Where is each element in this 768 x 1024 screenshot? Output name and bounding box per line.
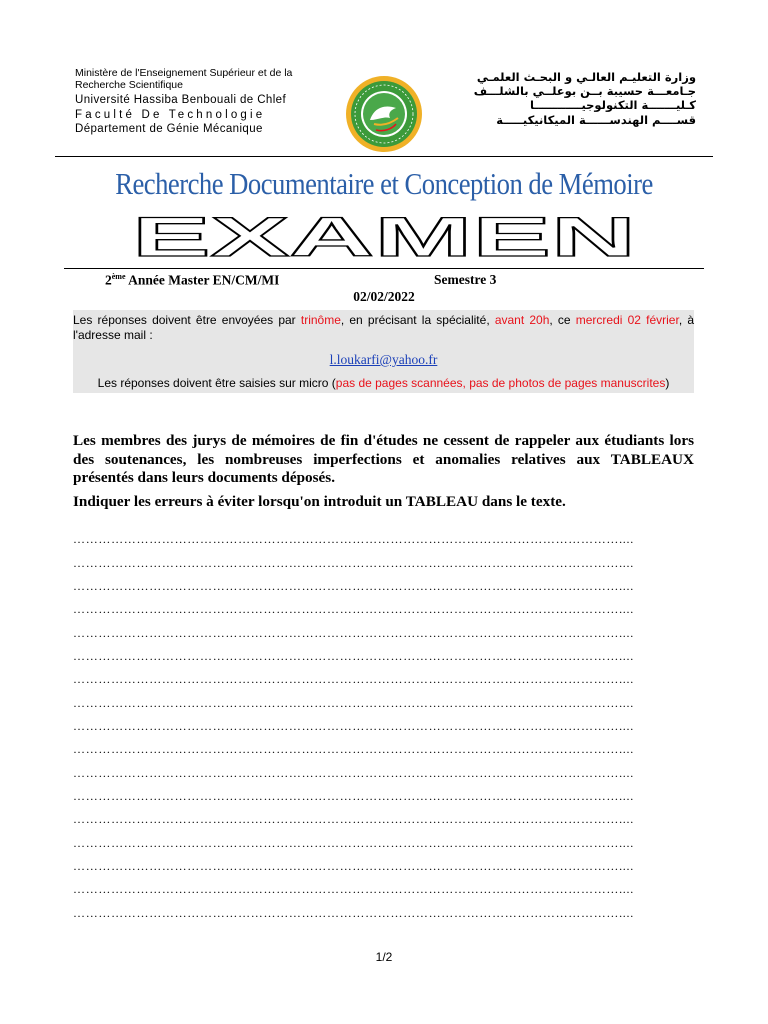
email-link[interactable]: l.loukarfi@yahoo.fr: [329, 352, 438, 367]
university-logo: [344, 74, 424, 154]
arabic-ministry: وزارة التعليـم العالـي و البحـث العلمـي: [476, 70, 696, 84]
exam-date: 02/02/2022: [353, 289, 415, 304]
department-name: Département de Génie Mécanique: [75, 123, 263, 135]
text-run: Les réponses doivent être saisies sur micro (: [97, 376, 336, 390]
answer-line-dots: …………………………………………………………………………………………………………………....: [73, 858, 634, 873]
answer-line: [73, 715, 694, 738]
answer-line: [73, 551, 694, 574]
answer-line: [73, 738, 694, 761]
answer-line-dots: …………………………………………………………………………………………………………………....: [73, 718, 634, 733]
format-note: [73, 376, 694, 391]
examen-banner: [128, 216, 640, 260]
instructions-paragraph: [73, 313, 694, 343]
question-prompt: Indiquer les erreurs à éviter lorsqu'on introduit un TABLEAU dans le texte.: [73, 492, 566, 510]
university-name: Université Hassiba Benbouali de Chlef: [75, 94, 287, 106]
ministry-line-2: Recherche Scientifique: [75, 79, 183, 91]
answer-line-dots: …………………………………………………………………………………………………………………....: [73, 742, 634, 757]
section-divider: [64, 268, 704, 269]
answer-line-dots: …………………………………………………………………………………………………………………....: [73, 625, 634, 640]
text-run: , en précisant la spécialité,: [340, 313, 495, 327]
answer-line: [73, 808, 694, 831]
answer-line: [73, 878, 694, 901]
text-run: ): [665, 376, 670, 390]
document-title: Recherche Documentaire et Conception de Mémoire: [115, 166, 653, 201]
answer-line-dots: …………………………………………………………………………………………………………………....: [73, 648, 634, 663]
year-program: Année Master EN/CM/MI: [125, 272, 280, 288]
highlight-date: mercredi 02 février: [575, 313, 679, 327]
answer-line-dots: …………………………………………………………………………………………………………………....: [73, 695, 634, 710]
answer-line-dots: …………………………………………………………………………………………………………………....: [73, 812, 634, 827]
ministry-line-1: Ministère de l'Enseignement Supérieur et de la: [75, 67, 293, 79]
arabic-department: قســــم الهندســــــة الميكانيكيـــــة: [496, 112, 696, 127]
answer-line-dots: …………………………………………………………………………………………………………………....: [73, 905, 634, 920]
answer-lines: [73, 528, 694, 925]
highlight-deadline: avant 20h: [494, 313, 550, 327]
text-run: Les réponses doivent être envoyées par: [73, 313, 301, 327]
examen-banner-text: EXAMEN: [132, 216, 636, 260]
answer-line-dots: …………………………………………………………………………………………………………………....: [73, 882, 634, 897]
text-run: , à l'adresse mail :: [73, 313, 694, 342]
arabic-university: جـامعـــة حسيبة بــن بوعلــي بالشلـــف: [473, 84, 696, 99]
header-right-arabic: [456, 70, 696, 127]
question-context: Les membres des jurys de mémoires de fin d'études ne cessent de rappeler aux étudiants lors des soutenances, les nombreuses imperfections et anomalies relatives aux TABLEAUX présentés dans leurs documents déposés.: [73, 432, 694, 486]
answer-line: [73, 831, 694, 854]
text-run: , ce: [549, 313, 576, 327]
answer-line: [73, 901, 694, 924]
answer-line: [73, 785, 694, 808]
answer-line-dots: …………………………………………………………………………………………………………………....: [73, 672, 634, 687]
answer-line: [73, 528, 694, 551]
semester: Semestre 3: [434, 272, 497, 287]
year-suffix: ème: [111, 272, 126, 281]
answer-line-dots: …………………………………………………………………………………………………………………....: [73, 532, 634, 547]
header-left: [75, 68, 345, 137]
answer-line: [73, 855, 694, 878]
page-number: 1/2: [375, 950, 393, 964]
answer-line-dots: …………………………………………………………………………………………………………………....: [73, 788, 634, 803]
answer-line: [73, 575, 694, 598]
answer-line: [73, 598, 694, 621]
question-block: [73, 432, 694, 511]
answer-line: [73, 621, 694, 644]
answer-line-dots: …………………………………………………………………………………………………………………....: [73, 555, 634, 570]
answer-line: [73, 668, 694, 691]
highlight-format: pas de pages scannées, pas de photos de pages manuscrites: [335, 376, 666, 390]
answer-line-dots: …………………………………………………………………………………………………………………....: [73, 835, 634, 850]
answer-line-dots: …………………………………………………………………………………………………………………....: [73, 578, 634, 593]
arabic-faculty: كـليـــــــة التكنولوجيــــــــــــا: [529, 98, 696, 113]
answer-line-dots: …………………………………………………………………………………………………………………....: [73, 765, 634, 780]
faculty-name: Faculté De Technologie: [75, 108, 266, 121]
answer-line-dots: …………………………………………………………………………………………………………………....: [73, 602, 634, 617]
class-year: [105, 272, 279, 289]
header-divider: [55, 156, 713, 157]
answer-line: [73, 691, 694, 714]
answer-line: [73, 761, 694, 784]
instructions-box: [73, 310, 694, 393]
year-number: 2: [105, 272, 112, 288]
highlight-trinome: trinôme: [300, 313, 341, 327]
answer-line: [73, 645, 694, 668]
